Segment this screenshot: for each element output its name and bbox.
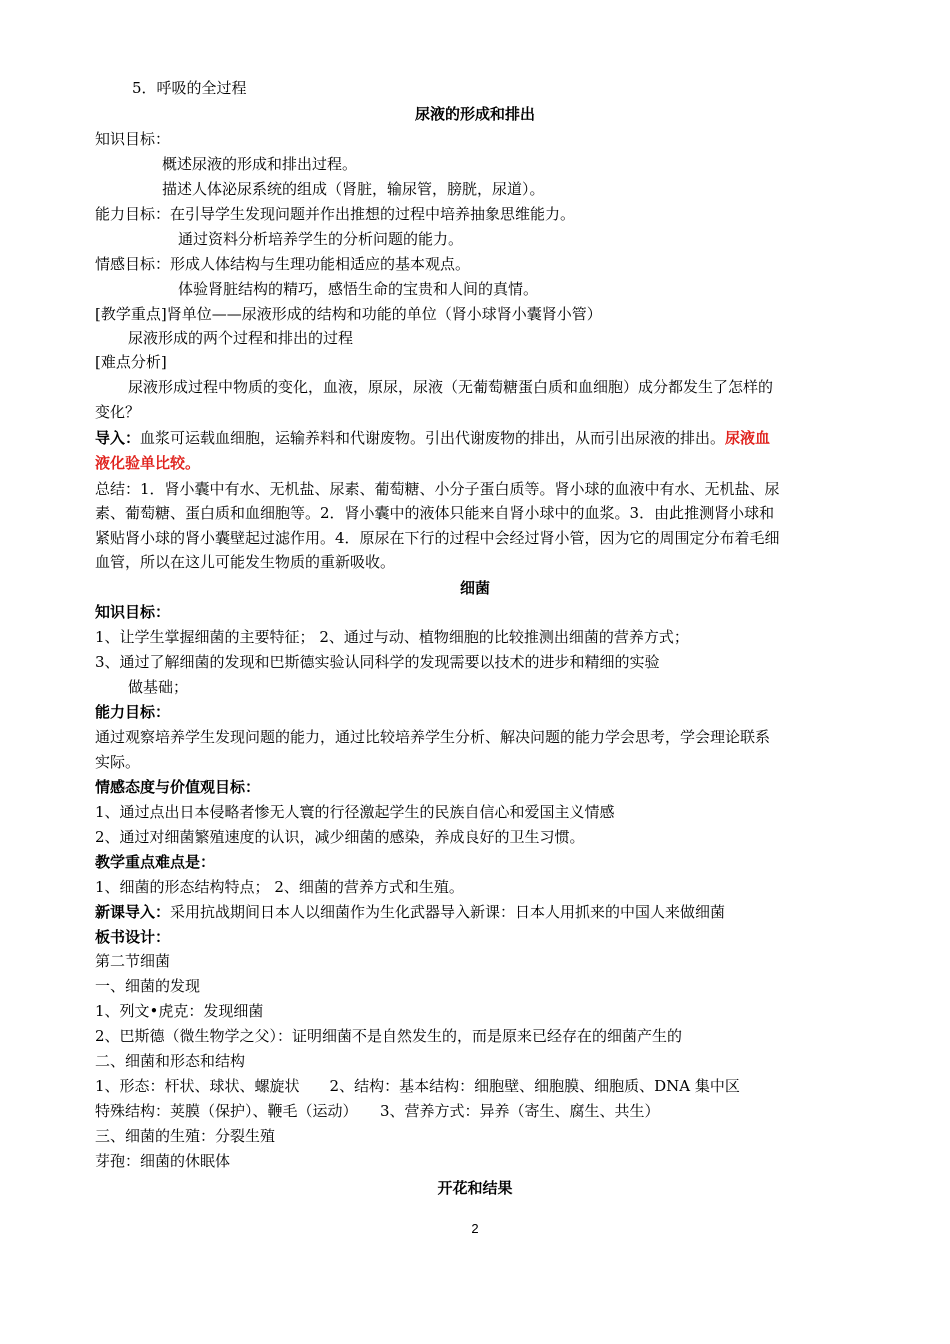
bacteria-knowledge-1: 1、让学生掌握细菌的主要特征； 2、通过与动、植物细胞的比较推测出细菌的营养方式； xyxy=(95,628,689,646)
bacteria-new-lesson xyxy=(95,902,725,922)
section-title-flowering: 开花和结果 xyxy=(437,1179,513,1197)
board-line-7: 特殊结构：荚膜（保护）、鞭毛（运动） 3、营养方式：异养（寄生、腐生、共生） xyxy=(95,1102,660,1120)
board-line-5: 二、细菌和形态和结构 xyxy=(95,1052,246,1070)
board-line-3: 1、列文•虎克：发现细菌 xyxy=(95,1002,264,1020)
bacteria-emotion-label: 情感态度与价值观目标： xyxy=(95,778,261,796)
intro-highlight-2: 液化验单比较。 xyxy=(95,454,201,472)
board-line-4: 2、巴斯德（微生物学之父）：证明细菌不是自然发生的，而是原来已经存在的细菌产生的 xyxy=(95,1027,683,1045)
summary-line-3: 紧贴肾小球的肾小囊壁起过滤作用。4．原尿在下行的过程中会经过肾小管，因为它的周围定分布着毛细 xyxy=(95,529,780,547)
section-title-bacteria: 细菌 xyxy=(459,579,490,597)
difficulty-label: [难点分析] xyxy=(95,353,167,371)
summary-line-1: 总结：1．肾小囊中有水、无机盐、尿素、葡萄糖、小分子蛋白质等。肾小球的血液中有水、无机盐、尿 xyxy=(95,480,780,498)
board-line-2: 一、细菌的发现 xyxy=(95,977,201,995)
knowledge-goal-2: 描述人体泌尿系统的组成（肾脏，输尿管，膀胱，尿道）。 xyxy=(162,180,545,198)
bacteria-ability-1: 通过观察培养学生发现问题的能力，通过比较培养学生分析、解决问题的能力学会思考，学会理论联系 xyxy=(95,728,771,746)
board-line-9: 芽孢：细菌的休眠体 xyxy=(95,1152,231,1170)
board-line-6: 1、形态：杆状、球状、螺旋状 2、结构：基本结构：细胞壁、细胞膜、细胞质、DNA 集中区 xyxy=(95,1077,740,1095)
intro-text: 血浆可运载血细胞，运输养料和代谢废物。引出代谢废物的排出，从而引出尿液的排出。 xyxy=(140,429,726,447)
bacteria-knowledge-3: 做基础； xyxy=(128,678,189,696)
new-lesson-label: 新课导入： xyxy=(95,903,171,921)
board-line-8: 三、细菌的生殖：分裂生殖 xyxy=(95,1127,276,1145)
emotion-goal-2: 体验肾脏结构的精巧，感悟生命的宝贵和人间的真情。 xyxy=(178,280,539,298)
board-design-label: 板书设计： xyxy=(95,928,171,946)
bacteria-knowledge-2: 3、通过了解细菌的发现和巴斯德实验认同科学的发现需要以技术的进步和精细的实验 xyxy=(95,653,660,671)
knowledge-goal-1: 概述尿液的形成和排出过程。 xyxy=(162,155,358,173)
intro-line-1 xyxy=(95,428,770,448)
teaching-key-1: [教学重点]肾单位——尿液形成的结构和功能的单位（肾小球肾小囊肾小管） xyxy=(95,305,602,323)
intro-label: 导入： xyxy=(95,429,141,447)
bacteria-emotion-1: 1、通过点出日本侵略者惨无人寰的行径激起学生的民族自信心和爱国主义情感 xyxy=(95,803,615,821)
bacteria-emotion-2: 2、通过对细菌繁殖速度的认识，减少细菌的感染，养成良好的卫生习惯。 xyxy=(95,828,585,846)
section-title-urine: 尿液的形成和排出 xyxy=(414,105,535,123)
bacteria-key-label: 教学重点难点是： xyxy=(95,853,216,871)
intro-highlight-1: 尿液血 xyxy=(725,429,771,447)
difficulty-text-1: 尿液形成过程中物质的变化，血液，原尿，尿液（无葡萄糖蛋白质和血细胞）成分都发生了怎样的 xyxy=(128,378,774,396)
emotion-goal-1: 情感目标：形成人体结构与生理功能相适应的基本观点。 xyxy=(95,255,471,273)
knowledge-goal-label: 知识目标： xyxy=(95,130,171,148)
new-lesson-text: 采用抗战期间日本人以细菌作为生化武器导入新课：日本人用抓来的中国人来做细菌 xyxy=(170,903,726,921)
board-line-1: 第二节细菌 xyxy=(95,952,171,970)
summary-line-4: 血管，所以在这儿可能发生物质的重新吸收。 xyxy=(95,553,396,571)
difficulty-text-2: 变化？ xyxy=(95,403,141,421)
summary-line-2: 素、葡萄糖、蛋白质和血细胞等。2．肾小囊中的液体只能来自肾小球中的血浆。3．由此推测肾小球和 xyxy=(95,504,775,522)
bacteria-knowledge-label: 知识目标： xyxy=(95,603,171,621)
ability-goal-2: 通过资料分析培养学生的分析问题的能力。 xyxy=(178,230,464,248)
bacteria-key-1: 1、细菌的形态结构特点； 2、细菌的营养方式和生殖。 xyxy=(95,878,464,896)
bacteria-ability-label: 能力目标： xyxy=(95,703,171,721)
bacteria-ability-2: 实际。 xyxy=(95,753,141,771)
list-item-5: 5．呼吸的全过程 xyxy=(132,79,247,97)
page-number: 2 xyxy=(471,1221,479,1236)
teaching-key-2: 尿液形成的两个过程和排出的过程 xyxy=(128,329,354,347)
ability-goal-1: 能力目标：在引导学生发现问题并作出推想的过程中培养抽象思维能力。 xyxy=(95,205,576,223)
